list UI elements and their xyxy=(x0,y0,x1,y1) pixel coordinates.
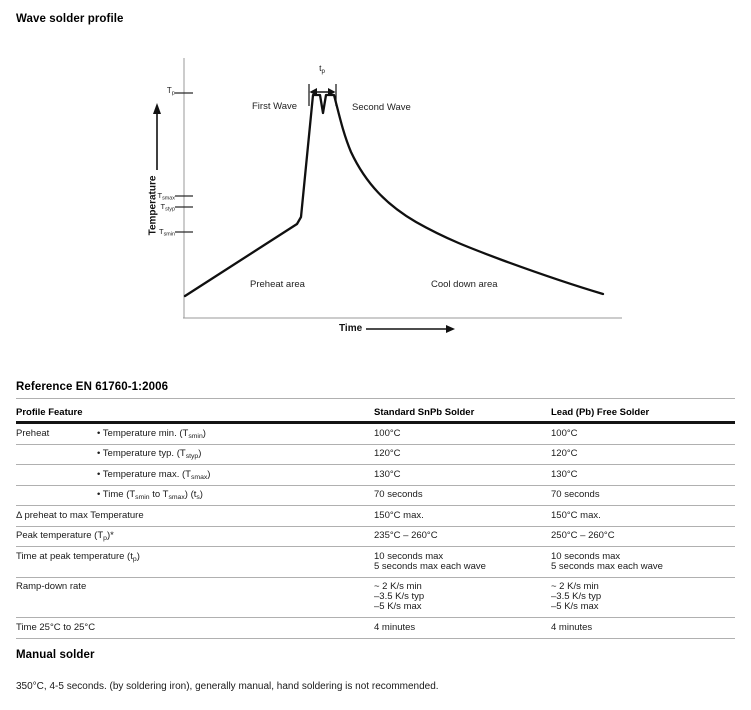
cool-down-area-label: Cool down area xyxy=(431,279,498,290)
tsmax-axis-label: $T_{smax}$ xyxy=(157,191,175,202)
cell-pbfree: 250°C – 260°C xyxy=(551,526,735,547)
cell-snpb: 130°C xyxy=(374,465,551,486)
cell-pbfree: 100°C xyxy=(551,427,578,439)
table-row xyxy=(16,618,735,639)
table-header xyxy=(16,399,735,423)
second-wave-label: Second Wave xyxy=(352,102,411,113)
cell-snpb: 4 minutes xyxy=(374,618,551,639)
table-row xyxy=(16,465,735,486)
cell-pbfree: 120°C xyxy=(551,444,735,465)
reference-heading: Reference EN 61760-1:2006 xyxy=(16,381,169,393)
cell-snpb: 235°C – 260°C xyxy=(374,526,551,547)
cell-pbfree: 70 seconds xyxy=(551,485,735,506)
cell-pbfree: ~ 2 K/s min –3.5 K/s typ –5 K/s max xyxy=(551,577,735,618)
col-header-pbfree: Lead (Pb) Free Solder xyxy=(551,399,735,423)
tsmin-axis-label: $T_{smin}$ xyxy=(159,227,175,238)
cell-snpb: 100°C xyxy=(374,427,401,439)
y-axis-title: Temperature xyxy=(147,175,159,236)
cell-sublabel: • Temperature typ. $(T_{styp})$ xyxy=(97,444,374,465)
temperature-arrow-head-icon xyxy=(153,103,161,114)
cell-pbfree: 4 minutes xyxy=(551,618,735,639)
table-body xyxy=(16,423,735,639)
solder-profile-table xyxy=(16,398,735,639)
cell-snpb: 150°C max. xyxy=(374,506,551,527)
table-row xyxy=(16,577,735,618)
cell-feature: Time at peak temperature $(t_p)$ xyxy=(16,547,374,578)
time-arrow-head-icon xyxy=(446,325,455,333)
table-row xyxy=(16,506,735,527)
manual-solder-heading: Manual solder xyxy=(16,649,95,661)
cell-feature: Preheat xyxy=(16,427,50,439)
table-row xyxy=(16,526,735,547)
cell-sublabel: • Time ($T_{smin}$ to $T_{smax}$) $(t_s)$ xyxy=(97,485,374,506)
page-title: Wave solder profile xyxy=(16,13,124,25)
cell-snpb: 120°C xyxy=(374,444,551,465)
tstyp-axis-label: $T_{styp}$ xyxy=(160,202,175,213)
col-header-snpb: Standard SnPb Solder xyxy=(374,399,551,423)
table-row xyxy=(16,547,735,578)
col-header-profile-feature: Profile Feature xyxy=(16,399,374,423)
tp-axis-label: $T_p$ xyxy=(166,86,175,97)
cell-feature xyxy=(16,444,97,465)
cell-sublabel: • Temperature min. $(T_{smin})$ xyxy=(97,427,206,440)
cell-snpb: 70 seconds xyxy=(374,485,551,506)
cell-feature: Time 25°C to 25°C xyxy=(16,618,374,639)
tp-peak-time-label: $t_p$ xyxy=(319,63,325,75)
cell-feature: Ramp-down rate xyxy=(16,577,374,618)
cell-feature xyxy=(16,465,97,486)
cell-feature: Δ preheat to max Temperature xyxy=(16,506,374,527)
cell-pbfree: 10 seconds max 5 seconds max each wave xyxy=(551,547,735,578)
table-row xyxy=(16,444,735,465)
profile-curve xyxy=(185,95,603,296)
cell-feature: Peak temperature $(T_p)*$ xyxy=(16,526,374,547)
cell-snpb: 10 seconds max 5 seconds max each wave xyxy=(374,547,551,578)
cell-feature xyxy=(16,485,97,506)
cell-sublabel: • Temperature max. $(T_{smax})$ xyxy=(97,465,374,486)
preheat-area-label: Preheat area xyxy=(250,279,305,290)
x-axis-title: Time xyxy=(339,323,363,334)
cell-snpb: ~ 2 K/s min –3.5 K/s typ –5 K/s max xyxy=(374,577,551,618)
table-header-row xyxy=(16,399,735,423)
table-row xyxy=(16,423,735,445)
manual-solder-text: 350°C, 4-5 seconds. (by soldering iron), generally manual, hand soldering is not recommended. xyxy=(16,681,439,692)
cell-pbfree: 150°C max. xyxy=(551,506,735,527)
table-row xyxy=(16,485,735,506)
cell-pbfree: 130°C xyxy=(551,465,735,486)
first-wave-label: First Wave xyxy=(252,101,298,112)
